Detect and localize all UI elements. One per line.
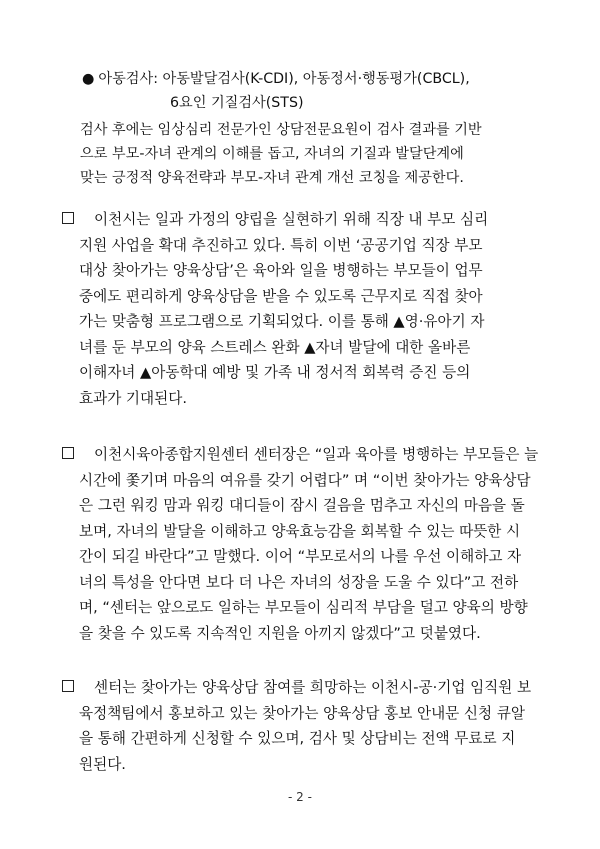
- paragraph-line: 가는 맞춤형 프로그램으로 기획되었다. 이를 통해 ▲영·유아기 자: [79, 313, 485, 330]
- paragraph-line: 며, “센터는 앞으로도 일하는 부모들이 심리적 부담을 덜고 양육의 방향: [79, 599, 528, 616]
- child-test-bullet: [82, 67, 542, 115]
- paragraph-line-text: 센터는 찾아가는 양육상담 참여를 희망하는 이천시-공·기업 임직원 보: [94, 679, 532, 696]
- paragraph-line: 육정책팀에서 홍보하고 있는 찾아가는 양육상담 홍보 안내문 신청 큐알: [79, 704, 525, 722]
- bullet-desc-line: 맞는 긍정적 양육전략과 부모-자녀 관계 개선 코칭을 제공한다.: [80, 170, 464, 186]
- paragraph-line: 시간에 쫓기며 마음의 여유를 갖기 어렵다” 며 “이번 찾아가는 양육상담: [79, 471, 531, 489]
- square-bullet-icon: [62, 680, 74, 692]
- paragraph-line: 녀를 둔 부모의 양육 스트레스 완화 ▲자녀 발달에 대한 올바른: [79, 338, 471, 356]
- square-bullet-icon: [62, 447, 74, 459]
- paragraph-line-text: 이천시육아종합지원센터 센터장은 “일과 육아를 병행하는 부모들은 늘: [94, 446, 539, 463]
- bullet-desc-line: 검사 후에는 임상심리 전문가인 상담전문요원이 검사 결과를 기반: [80, 122, 482, 138]
- paragraph-line: 간이 되길 바란다”고 말했다. 이어 “부모로서의 나를 우선 이해하고 자: [79, 548, 522, 565]
- bullet-line-1: [82, 67, 542, 91]
- paragraph-program-intro: [62, 207, 540, 411]
- bullet-text-1: 아동검사: 아동발달검사(K-CDI), 아동정서·행동평가(CBCL),: [98, 71, 470, 87]
- page-number: - 2 -: [288, 790, 312, 804]
- paragraph-line: 지원 사업을 확대 추진하고 있다. 특히 이번 ‘공공기업 직장 부모: [79, 236, 483, 254]
- paragraph-line: 보며, 자녀의 발달을 이해하고 양육효능감을 회복할 수 있는 따뜻한 시: [79, 522, 521, 540]
- paragraph-line: 원된다.: [79, 755, 126, 773]
- paragraph-line: 을 찾을 수 있도록 지속적인 지원을 아끼지 않겠다”고 덧붙였다.: [79, 624, 481, 642]
- paragraph-line: 효과가 기대된다.: [79, 389, 187, 407]
- paragraph-line-text: 이천시는 일과 가정의 양립을 실현하기 위해 직장 내 부모 심리: [94, 211, 489, 228]
- paragraph-line: 이해자녀 ▲아동학대 예방 및 가족 내 정서적 회복력 증진 등의: [79, 364, 471, 381]
- square-bullet-icon: [62, 212, 74, 224]
- paragraph-line: 녀의 특성을 안다면 보다 더 나은 자녀의 성장을 도울 수 있다”고 전하: [79, 573, 519, 591]
- paragraph-line: [62, 207, 540, 233]
- bullet-description: [80, 118, 520, 190]
- paragraph-line: 을 통해 간편하게 신청할 수 있으며, 검사 및 상담비는 전액 무료로 지: [79, 730, 516, 747]
- paragraph-line: [62, 675, 540, 701]
- paragraph-director-quote: [62, 442, 540, 646]
- bullet-line-2: 6요인 기질검사(STS): [170, 95, 304, 111]
- paragraph-line: 대상 찾아가는 양육상담’은 육아와 일을 병행하는 부모들이 업무: [79, 262, 483, 279]
- paragraph-line: 중에도 편리하게 양육상담을 받을 수 있도록 근무지로 직접 찾아: [79, 287, 483, 305]
- bullet-dot-icon: ●: [82, 71, 95, 87]
- paragraph-line: [62, 442, 540, 468]
- paragraph-application-info: [62, 675, 540, 777]
- paragraph-line: 은 그런 워킹 맘과 워킹 대디들이 잠시 걸음을 멈추고 자신의 마음을 돌: [79, 497, 525, 514]
- bullet-desc-line: 으로 부모-자녀 관계의 이해를 돕고, 자녀의 기질과 발달단계에: [80, 146, 464, 162]
